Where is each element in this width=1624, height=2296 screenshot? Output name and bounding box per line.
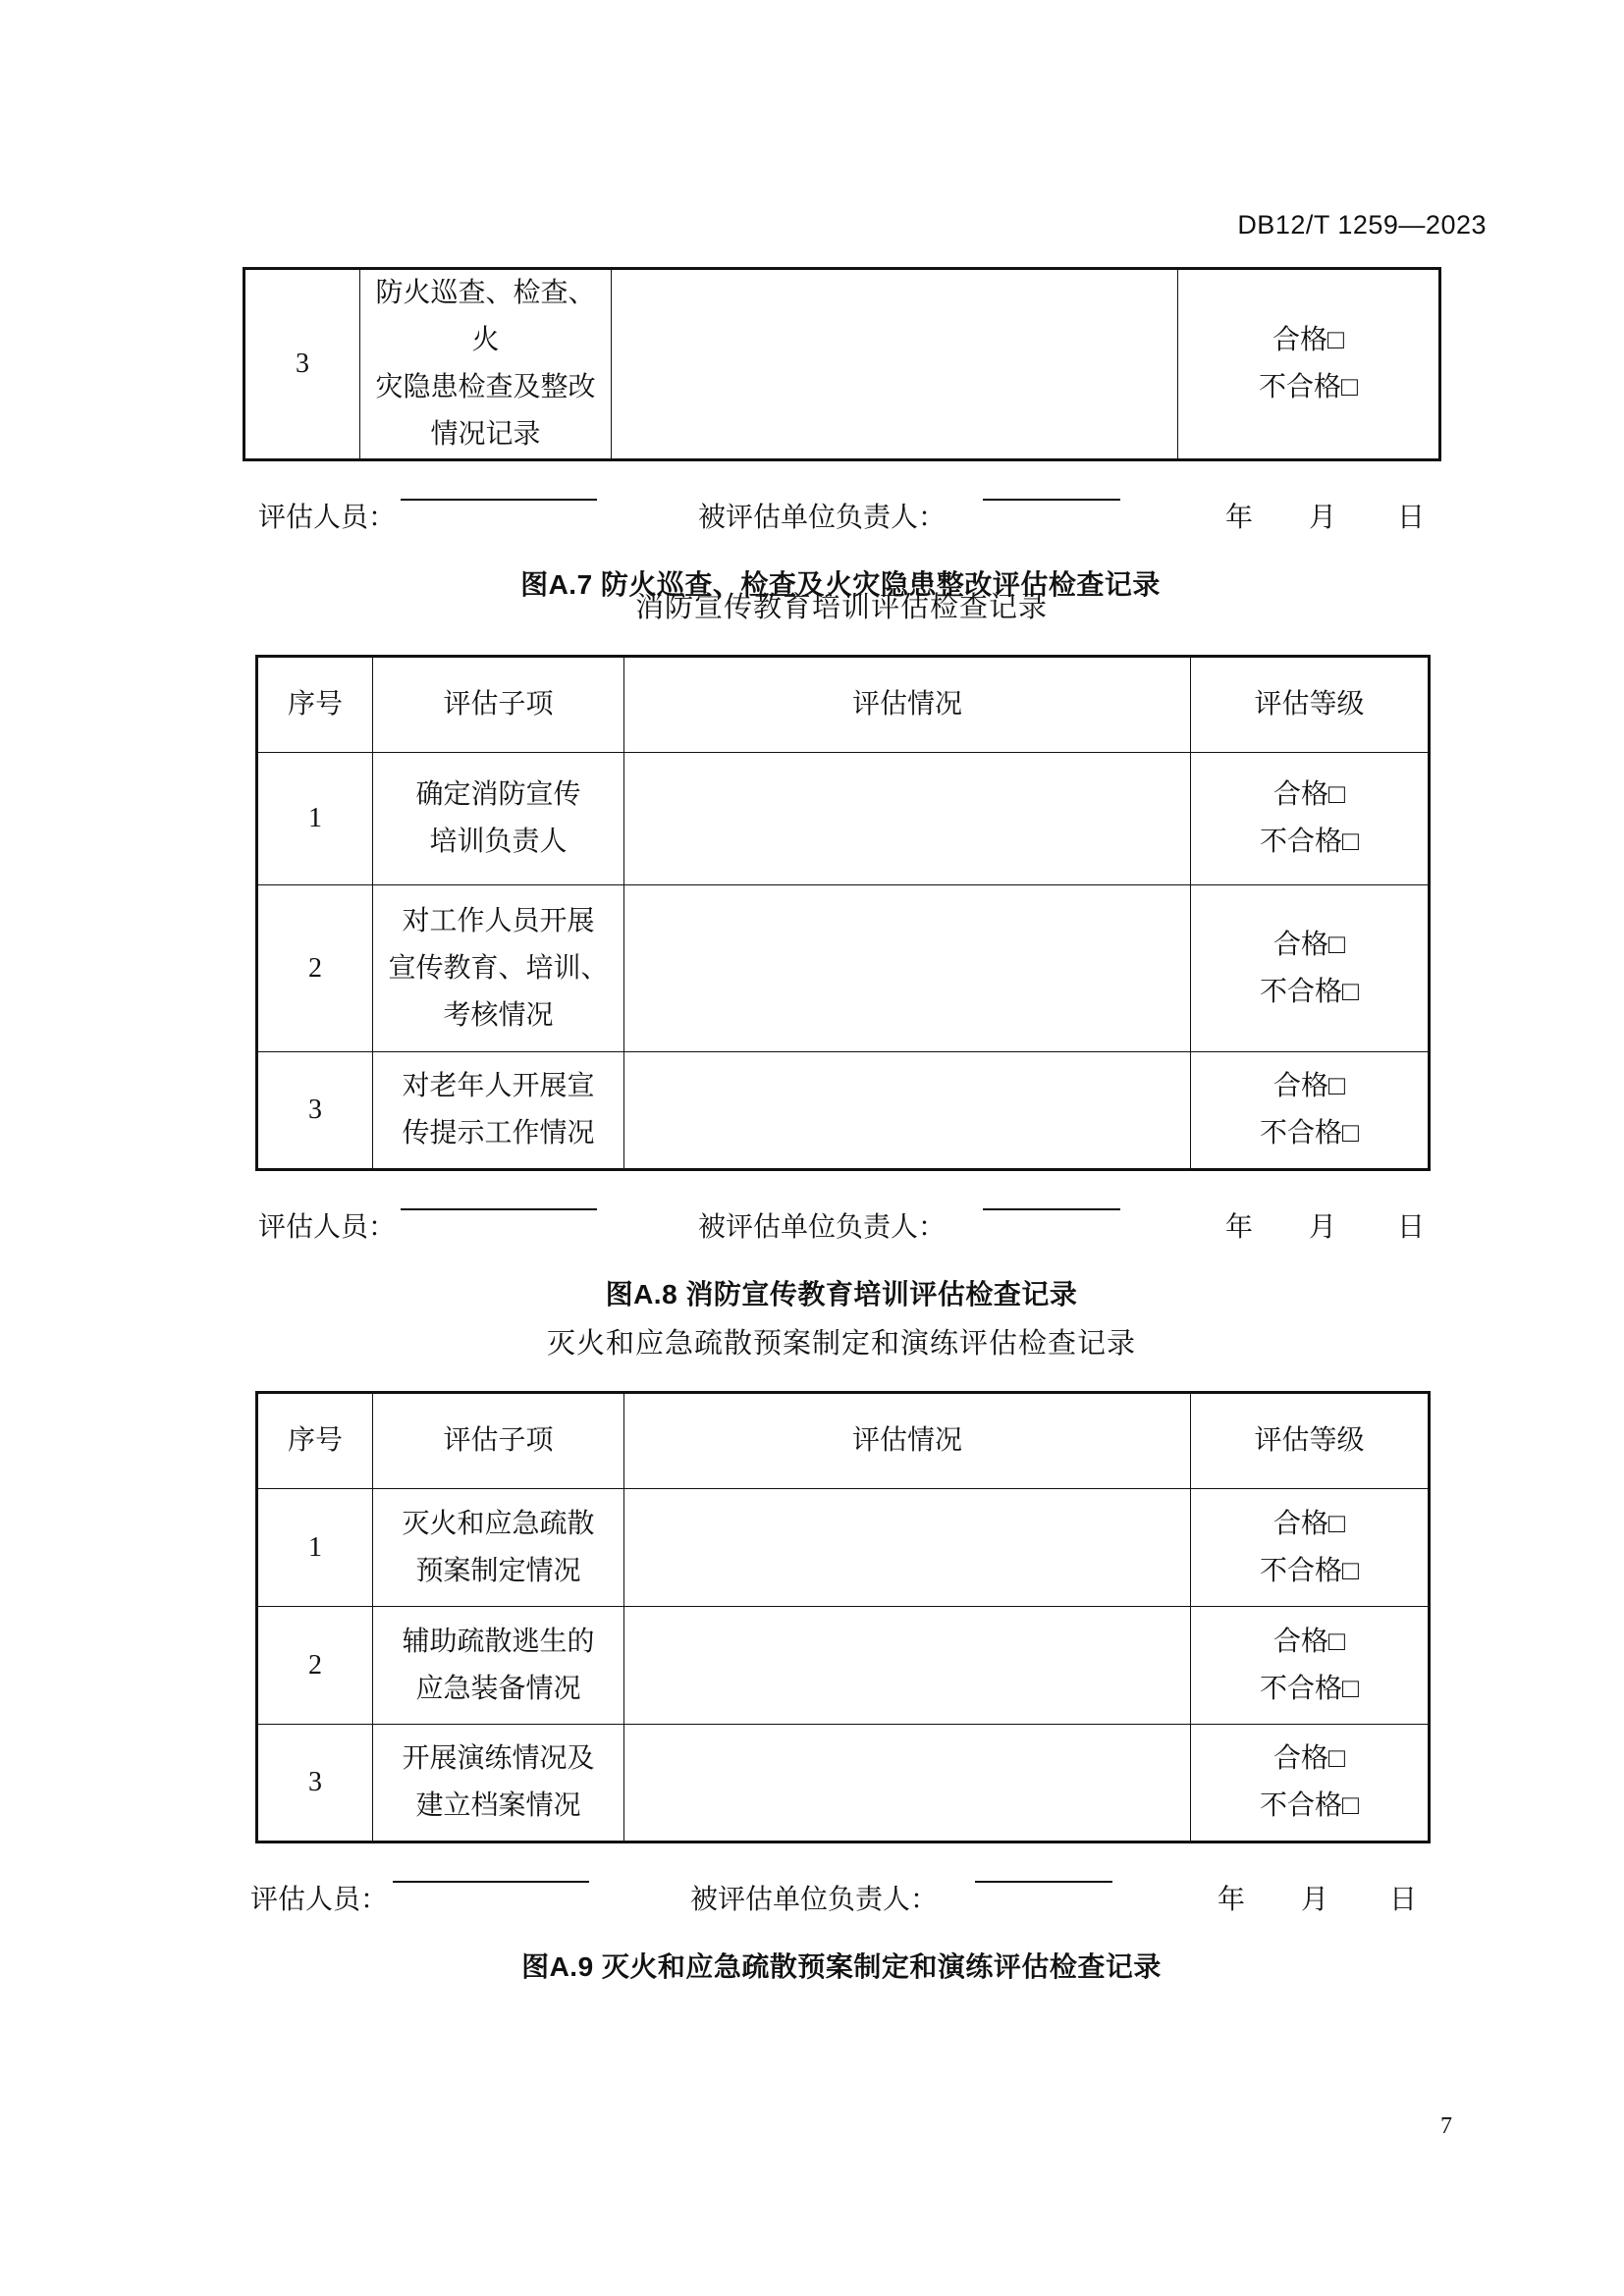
sub-item-line: 开展演练情况及 <box>402 1743 595 1774</box>
signature-row <box>258 1208 1428 1248</box>
sub-item-line: 应急装备情况 <box>415 1673 581 1704</box>
assessment-cell[interactable] <box>624 753 1191 885</box>
sub-item-line: 灾隐患检查及整改 <box>375 372 596 402</box>
fail-checkbox[interactable]: 不合格□ <box>1260 1673 1359 1704</box>
assessment-cell[interactable] <box>612 269 1178 460</box>
figure-caption: 图A.7 防火巡查、检查及火灾隐患整改评估检查记录 <box>520 569 1161 600</box>
grade-cell <box>1191 885 1430 1052</box>
header-row <box>257 1393 1430 1489</box>
table-subtitle: 灭火和应急疏散预案制定和演练评估检查记录 <box>546 1328 1136 1360</box>
responsible-blank[interactable] <box>983 499 1120 501</box>
month-label: 月 <box>1309 1212 1337 1243</box>
grade-cell <box>1191 753 1430 885</box>
section-fire-education <box>255 584 1428 1316</box>
row-number: 1 <box>257 753 373 885</box>
sub-item-line: 建立档案情况 <box>415 1790 581 1821</box>
record-table <box>243 267 1441 461</box>
responsible-blank[interactable] <box>983 1208 1120 1210</box>
sub-item-line: 对老年人开展宣 <box>402 1071 595 1101</box>
pass-checkbox[interactable]: 合格□ <box>1273 929 1345 960</box>
assessor-blank[interactable] <box>393 1881 589 1883</box>
column-grade-header: 评估等级 <box>1191 657 1430 753</box>
grade-cell <box>1178 269 1440 460</box>
column-sub-item-header: 评估子项 <box>373 657 624 753</box>
grade-cell <box>1191 1052 1430 1170</box>
header-row <box>257 657 1430 753</box>
pass-checkbox[interactable]: 合格□ <box>1273 1071 1345 1101</box>
sub-item-cell <box>373 1725 624 1842</box>
sub-item-line: 情况记录 <box>430 419 541 450</box>
assessment-cell[interactable] <box>624 1052 1191 1170</box>
table-row <box>257 1725 1430 1842</box>
document-code: DB12/T 1259—2023 <box>1237 210 1487 240</box>
month-label: 月 <box>1301 1885 1329 1915</box>
day-label: 日 <box>1397 503 1426 533</box>
year-label: 年 <box>1218 1885 1246 1915</box>
section-fire-patrol <box>243 267 1438 607</box>
table-row <box>257 753 1430 885</box>
pass-checkbox[interactable]: 合格□ <box>1273 1626 1345 1657</box>
sub-item-line: 传提示工作情况 <box>402 1118 595 1148</box>
sub-item-line: 确定消防宣传 <box>415 779 581 810</box>
responsible-blank[interactable] <box>975 1881 1112 1883</box>
table-row <box>244 269 1440 460</box>
table-row <box>257 1607 1430 1725</box>
assessment-cell[interactable] <box>624 1489 1191 1607</box>
table-row <box>257 885 1430 1052</box>
column-assessment-header: 评估情况 <box>624 1393 1191 1489</box>
responsible-label: 被评估单位负责人： <box>698 1212 947 1243</box>
year-label: 年 <box>1225 1212 1254 1243</box>
fail-checkbox[interactable]: 不合格□ <box>1260 1555 1359 1586</box>
column-sub-item-header: 评估子项 <box>373 1393 624 1489</box>
row-number: 2 <box>257 1607 373 1725</box>
pass-checkbox[interactable]: 合格□ <box>1273 779 1345 810</box>
record-table <box>255 655 1431 1171</box>
assessor-label: 评估人员： <box>258 503 397 533</box>
column-number-header: 序号 <box>257 1393 373 1489</box>
signature-row <box>258 499 1438 538</box>
record-table <box>255 1391 1431 1843</box>
sub-item-cell <box>373 753 624 885</box>
assessor-blank[interactable] <box>401 1208 597 1210</box>
fail-checkbox[interactable]: 不合格□ <box>1260 827 1359 857</box>
fail-checkbox[interactable]: 不合格□ <box>1260 976 1359 1007</box>
sub-item-cell <box>360 269 612 460</box>
responsible-label: 被评估单位负责人： <box>690 1885 939 1915</box>
sub-item-line: 对工作人员开展 <box>402 905 595 936</box>
assessment-cell[interactable] <box>624 885 1191 1052</box>
fail-checkbox[interactable]: 不合格□ <box>1260 1790 1359 1821</box>
pass-checkbox[interactable]: 合格□ <box>1272 325 1344 355</box>
year-label: 年 <box>1225 503 1254 533</box>
pass-checkbox[interactable]: 合格□ <box>1273 1743 1345 1774</box>
assessor-blank[interactable] <box>401 499 597 501</box>
grade-cell <box>1191 1725 1430 1842</box>
sub-item-line: 辅助疏散逃生的 <box>402 1626 595 1657</box>
month-label: 月 <box>1309 503 1337 533</box>
day-label: 日 <box>1397 1212 1426 1243</box>
column-assessment-header: 评估情况 <box>624 657 1191 753</box>
row-number: 3 <box>244 269 360 460</box>
table-subtitle: 消防宣传教育培训评估检查记录 <box>634 592 1048 623</box>
sub-item-line: 灭火和应急疏散 <box>402 1508 595 1539</box>
sub-item-line: 预案制定情况 <box>415 1555 581 1586</box>
sub-item-line: 宣传教育、培训、 <box>388 952 609 984</box>
grade-cell <box>1191 1489 1430 1607</box>
assessor-label: 评估人员： <box>250 1885 389 1915</box>
day-label: 日 <box>1389 1885 1418 1915</box>
sub-item-cell <box>373 1052 624 1170</box>
row-number: 3 <box>257 1725 373 1842</box>
sub-item-line: 防火巡查、检查、火 <box>375 278 596 355</box>
page-number: 7 <box>1440 2113 1452 2139</box>
column-grade-header: 评估等级 <box>1191 1393 1430 1489</box>
signature-row <box>250 1881 1428 1920</box>
sub-item-cell <box>373 885 624 1052</box>
sub-item-line: 考核情况 <box>443 999 554 1031</box>
pass-checkbox[interactable]: 合格□ <box>1273 1508 1345 1539</box>
assessor-label: 评估人员： <box>258 1212 397 1243</box>
assessment-cell[interactable] <box>624 1725 1191 1842</box>
table-row <box>257 1489 1430 1607</box>
row-number: 3 <box>257 1052 373 1170</box>
sub-item-cell <box>373 1607 624 1725</box>
grade-cell <box>1191 1607 1430 1725</box>
section-evacuation-plan <box>250 1320 1428 1989</box>
sub-item-line: 培训负责人 <box>429 827 568 857</box>
assessment-cell[interactable] <box>624 1607 1191 1725</box>
row-number: 1 <box>257 1489 373 1607</box>
sub-item-cell <box>373 1489 624 1607</box>
fail-checkbox[interactable]: 不合格□ <box>1260 1118 1359 1148</box>
table-row <box>257 1052 1430 1170</box>
column-number-header: 序号 <box>257 657 373 753</box>
figure-caption: 图A.8 消防宣传教育培训评估检查记录 <box>605 1279 1078 1309</box>
row-number: 2 <box>257 885 373 1052</box>
figure-caption: 图A.9 灭火和应急疏散预案制定和演练评估检查记录 <box>521 1951 1162 1982</box>
responsible-label: 被评估单位负责人： <box>698 503 947 533</box>
fail-checkbox[interactable]: 不合格□ <box>1259 372 1358 402</box>
